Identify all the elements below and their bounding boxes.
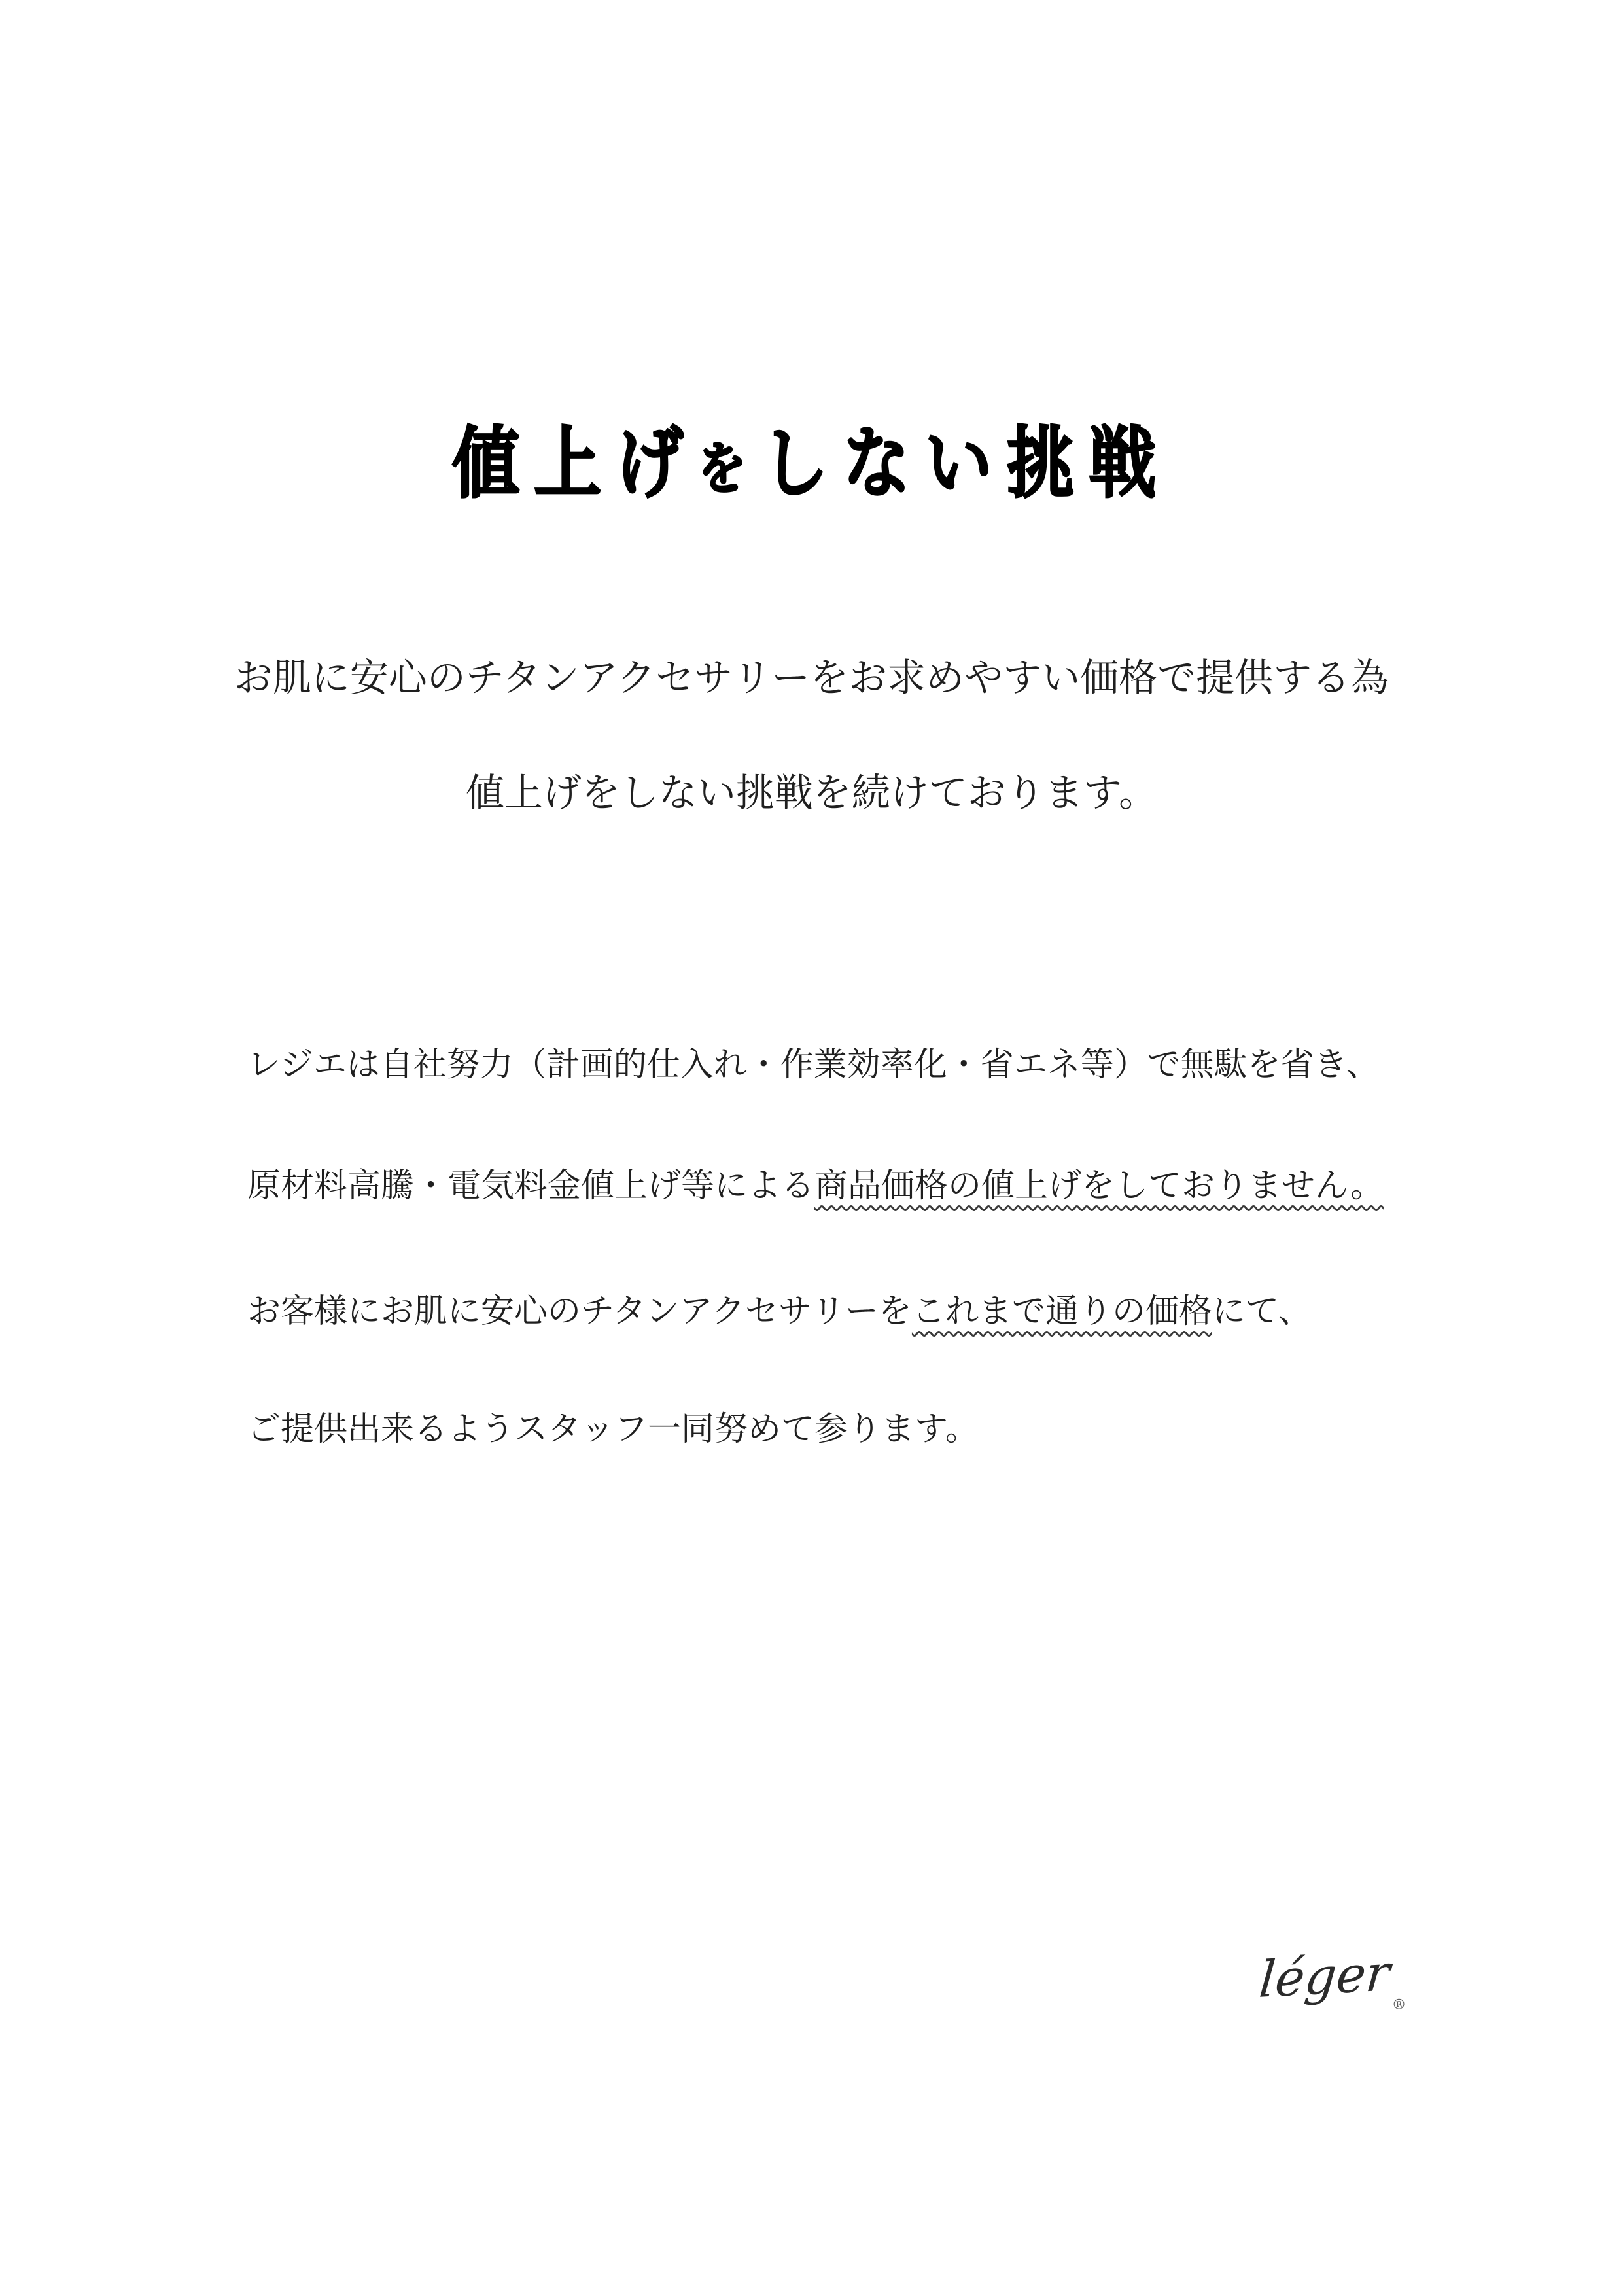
page-title bbox=[105, 418, 1517, 509]
body-line-3 bbox=[247, 1293, 1312, 1332]
body-line-4: ご提供出来るようスタッフ一同努めて参ります。 bbox=[247, 1410, 979, 1449]
page-title-segment-small-kana: を bbox=[698, 436, 761, 502]
body-line-1: レジエは自社努力（計画的仕入れ・作業効率化・省エネ等）で無駄を省き、 bbox=[247, 1046, 1380, 1084]
body-line-2 bbox=[247, 1167, 1384, 1206]
registered-trademark-icon: ® bbox=[1391, 1996, 1407, 2014]
intro-line-1: お肌に安心のチタンアクセサリーをお求めやすい価格で提供する為 bbox=[234, 655, 1389, 700]
brand-logo-text: léger bbox=[1257, 1943, 1393, 2009]
brand-logo bbox=[1257, 1943, 1412, 2014]
page-title-segment-2: しない挑戦 bbox=[761, 418, 1171, 509]
body-line-3-plain-text: お客様にお肌に安心のチタンアクセサリーを bbox=[247, 1292, 912, 1331]
body-line-3-trailing-text: にて、 bbox=[1212, 1292, 1312, 1331]
page-title-segment-1: 値上げ bbox=[452, 418, 699, 509]
body-line-2-wavy-underlined-text: 商品価格の値上げをしておりません。 bbox=[814, 1167, 1384, 1205]
intro-line-2: 値上げをしない挑戦を続けております。 bbox=[465, 770, 1158, 815]
body-line-2-plain-text: 原材料高騰・電気料金値上げ等による bbox=[247, 1167, 815, 1205]
body-line-3-wavy-underlined-text: これまで通りの価格 bbox=[911, 1292, 1212, 1331]
